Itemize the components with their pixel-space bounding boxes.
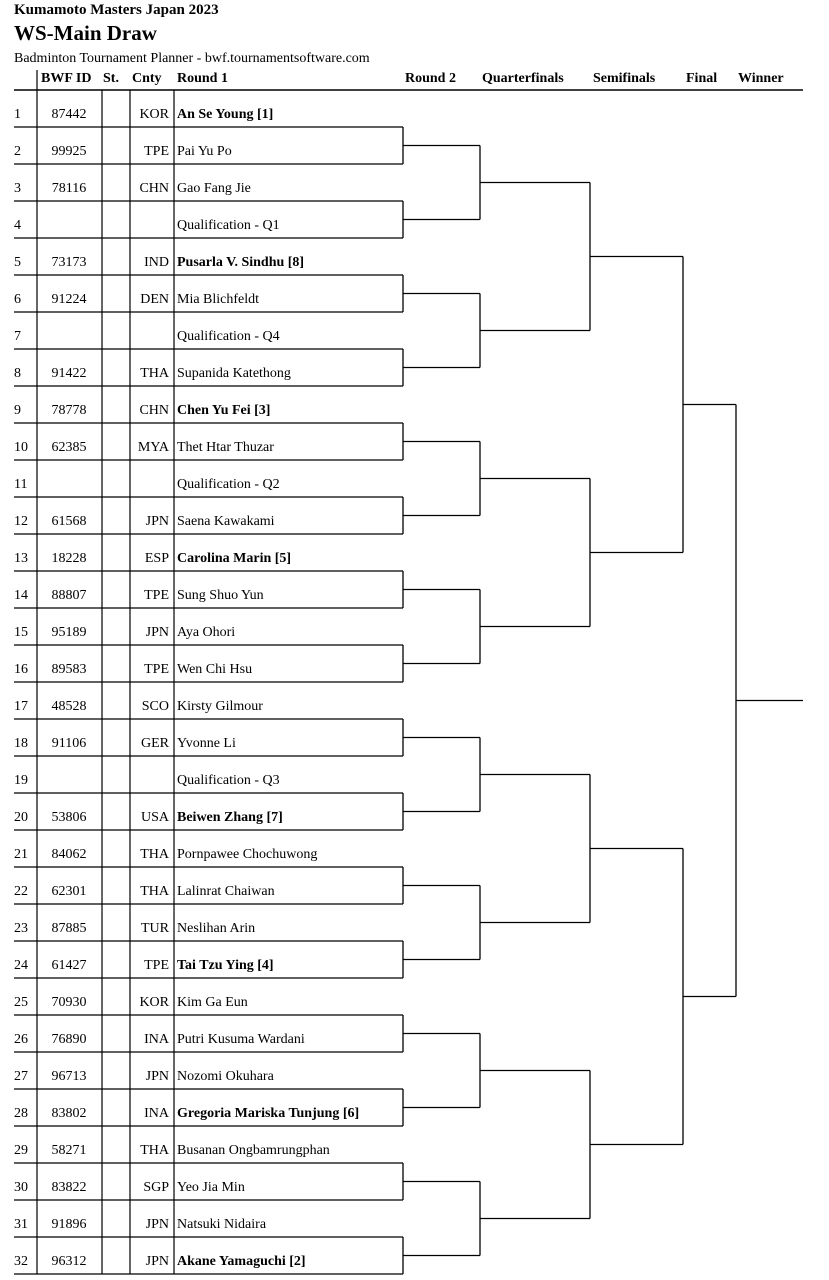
draw-row: [0, 349, 829, 386]
player-name: Qualification - Q1: [177, 218, 280, 233]
draw-position: 26: [14, 1032, 28, 1047]
player-name: Qualification - Q3: [177, 773, 280, 788]
country-code: KOR: [139, 995, 169, 1010]
draw-row: [0, 830, 829, 867]
country-code: CHN: [139, 403, 169, 418]
draw-row: [0, 941, 829, 978]
country-code: TPE: [144, 144, 169, 159]
bwf-id: 96312: [51, 1254, 87, 1269]
draw-position: 18: [14, 736, 28, 751]
country-code: JPN: [145, 1069, 169, 1084]
draw-row: [0, 534, 829, 571]
draw-row: [0, 460, 829, 497]
tournament-title: Kumamoto Masters Japan 2023: [14, 2, 219, 18]
player-name: Lalinrat Chaiwan: [177, 884, 275, 899]
bwf-id: 87885: [51, 921, 87, 936]
bwf-id: 91422: [51, 366, 87, 381]
draw-row: [0, 90, 829, 127]
country-code: JPN: [145, 625, 169, 640]
player-name: Pusarla V. Sindhu [8]: [177, 255, 305, 270]
col-header-bwf-id: BWF ID: [41, 71, 92, 86]
player-name: Yeo Jia Min: [177, 1180, 245, 1195]
bwf-id: 53806: [51, 810, 87, 825]
draw-position: 7: [14, 329, 21, 344]
draw-row: [0, 1089, 829, 1126]
country-code: INA: [144, 1032, 169, 1047]
draw-row: [0, 756, 829, 793]
draw-position: 17: [14, 699, 28, 714]
draw-position: 23: [14, 921, 28, 936]
draw-position: 14: [14, 588, 28, 603]
country-code: USA: [140, 810, 169, 825]
draw-position: 15: [14, 625, 28, 640]
draw-row: [0, 645, 829, 682]
country-code: MYA: [137, 440, 169, 455]
player-name: Saena Kawakami: [177, 514, 275, 529]
player-name: Qualification - Q4: [177, 329, 280, 344]
draw-position: 16: [14, 662, 28, 677]
draw-row: [0, 978, 829, 1015]
bwf-id: 70930: [51, 995, 87, 1010]
player-name: Yvonne Li: [177, 736, 236, 751]
draw-position: 31: [14, 1217, 28, 1232]
draw-row: [0, 719, 829, 756]
bwf-id: 62301: [51, 884, 87, 899]
draw-position: 21: [14, 847, 28, 862]
player-name: Nozomi Okuhara: [177, 1069, 274, 1084]
player-name: Busanan Ongbamrungphan: [177, 1143, 330, 1158]
player-name: Kim Ga Eun: [177, 995, 248, 1010]
draw-position: 1: [14, 107, 21, 122]
player-name: Qualification - Q2: [177, 477, 280, 492]
planner-credit: Badminton Tournament Planner - bwf.tournamentsoftware.com: [14, 51, 370, 66]
player-name: Putri Kusuma Wardani: [177, 1032, 305, 1047]
draw-position: 4: [14, 218, 21, 233]
draw-row: [0, 1200, 829, 1237]
player-name: Kirsty Gilmour: [177, 699, 263, 714]
draw-position: 32: [14, 1254, 28, 1269]
col-header-winner: Winner: [738, 71, 784, 86]
col-header-quarterfinals: Quarterfinals: [482, 71, 564, 86]
player-name: Sung Shuo Yun: [177, 588, 264, 603]
draw-position: 25: [14, 995, 28, 1010]
draw-row: [0, 386, 829, 423]
bwf-id: 18228: [51, 551, 87, 566]
bwf-id: 99925: [51, 144, 87, 159]
country-code: THA: [140, 884, 169, 899]
draw-position: 2: [14, 144, 21, 159]
draw-position: 10: [14, 440, 28, 455]
draw-position: 22: [14, 884, 28, 899]
country-code: THA: [140, 1143, 169, 1158]
bwf-id: 87442: [51, 107, 87, 122]
draw-row: [0, 312, 829, 349]
draw-position: 6: [14, 292, 21, 307]
draw-row: [0, 497, 829, 534]
draw-position: 20: [14, 810, 28, 825]
draw-row: [0, 571, 829, 608]
draw-position: 12: [14, 514, 28, 529]
draw-row: [0, 1015, 829, 1052]
player-name: Akane Yamaguchi [2]: [177, 1254, 306, 1269]
draw-position: 13: [14, 551, 28, 566]
draw-row: [0, 867, 829, 904]
bwf-id: 73173: [51, 255, 87, 270]
player-name: An Se Young [1]: [177, 107, 274, 122]
draw-title: WS-Main Draw: [14, 21, 157, 45]
draw-position: 5: [14, 255, 21, 270]
country-code: THA: [140, 847, 169, 862]
draw-position: 8: [14, 366, 21, 381]
country-code: JPN: [145, 514, 169, 529]
draw-row: [0, 793, 829, 830]
draw-row: [0, 1237, 829, 1274]
player-name: Gao Fang Jie: [177, 181, 251, 196]
col-header-status: St.: [103, 71, 119, 86]
draw-position: 24: [14, 958, 28, 973]
country-code: INA: [144, 1106, 169, 1121]
player-name: Thet Htar Thuzar: [177, 440, 274, 455]
player-name: Pornpawee Chochuwong: [177, 847, 318, 862]
draw-position: 28: [14, 1106, 28, 1121]
country-code: TPE: [144, 662, 169, 677]
draw-row: [0, 238, 829, 275]
country-code: TPE: [144, 958, 169, 973]
bwf-id: 61568: [51, 514, 87, 529]
bwf-id: 58271: [51, 1143, 87, 1158]
player-name: Mia Blichfeldt: [177, 292, 260, 307]
draw-position: 11: [14, 477, 28, 492]
country-code: TPE: [144, 588, 169, 603]
country-code: IND: [144, 255, 169, 270]
col-header-final: Final: [686, 71, 718, 86]
player-name: Pai Yu Po: [177, 144, 232, 159]
draw-position: 27: [14, 1069, 28, 1084]
draw-row: [0, 1126, 829, 1163]
player-name: Supanida Katethong: [177, 366, 291, 381]
draw-row: [0, 127, 829, 164]
draw-row: [0, 1163, 829, 1200]
player-name: Natsuki Nidaira: [177, 1217, 267, 1232]
player-name: Beiwen Zhang [7]: [177, 810, 283, 825]
bwf-id: 88807: [51, 588, 87, 603]
draw-row: [0, 1052, 829, 1089]
bwf-id: 83802: [51, 1106, 87, 1121]
bwf-id: 91896: [51, 1217, 87, 1232]
country-code: SCO: [141, 699, 169, 714]
bwf-id: 61427: [51, 958, 87, 973]
draw-position: 3: [14, 181, 21, 196]
bwf-id: 95189: [51, 625, 87, 640]
bwf-id: 48528: [51, 699, 87, 714]
bwf-id: 62385: [51, 440, 87, 455]
draw-row: [0, 201, 829, 238]
draw-position: 19: [14, 773, 28, 788]
country-code: JPN: [145, 1254, 169, 1269]
bwf-id: 78778: [51, 403, 87, 418]
bwf-id: 78116: [51, 181, 87, 196]
player-name: Carolina Marin [5]: [177, 551, 292, 566]
col-header-semifinals: Semifinals: [593, 71, 656, 86]
draw-row: [0, 682, 829, 719]
player-name: Neslihan Arin: [177, 921, 256, 936]
draw-row: [0, 423, 829, 460]
bwf-id: 91224: [51, 292, 87, 307]
draw-position: 29: [14, 1143, 28, 1158]
player-name: Gregoria Mariska Tunjung [6]: [177, 1106, 360, 1121]
col-header-round1: Round 1: [177, 71, 228, 86]
country-code: THA: [140, 366, 169, 381]
bwf-id: 91106: [51, 736, 87, 751]
country-code: KOR: [139, 107, 169, 122]
player-name: Chen Yu Fei [3]: [177, 403, 271, 418]
draw-row: [0, 608, 829, 645]
draw-position: 9: [14, 403, 21, 418]
country-code: JPN: [145, 1217, 169, 1232]
player-name: Tai Tzu Ying [4]: [177, 958, 274, 973]
col-header-country: Cnty: [132, 71, 162, 86]
draw-row: [0, 904, 829, 941]
country-code: TUR: [141, 921, 169, 936]
player-name: Aya Ohori: [177, 625, 236, 640]
country-code: GER: [141, 736, 169, 751]
col-header-round2: Round 2: [405, 71, 456, 86]
bwf-id: 83822: [51, 1180, 87, 1195]
bwf-id: 96713: [51, 1069, 87, 1084]
bwf-id: 84062: [51, 847, 87, 862]
player-name: Wen Chi Hsu: [177, 662, 253, 677]
draw-position: 30: [14, 1180, 28, 1195]
draw-row: [0, 164, 829, 201]
bwf-id: 76890: [51, 1032, 87, 1047]
country-code: SGP: [143, 1180, 169, 1195]
country-code: DEN: [140, 292, 169, 307]
country-code: ESP: [144, 551, 169, 566]
country-code: CHN: [139, 181, 169, 196]
bwf-id: 89583: [51, 662, 87, 677]
draw-row: [0, 275, 829, 312]
